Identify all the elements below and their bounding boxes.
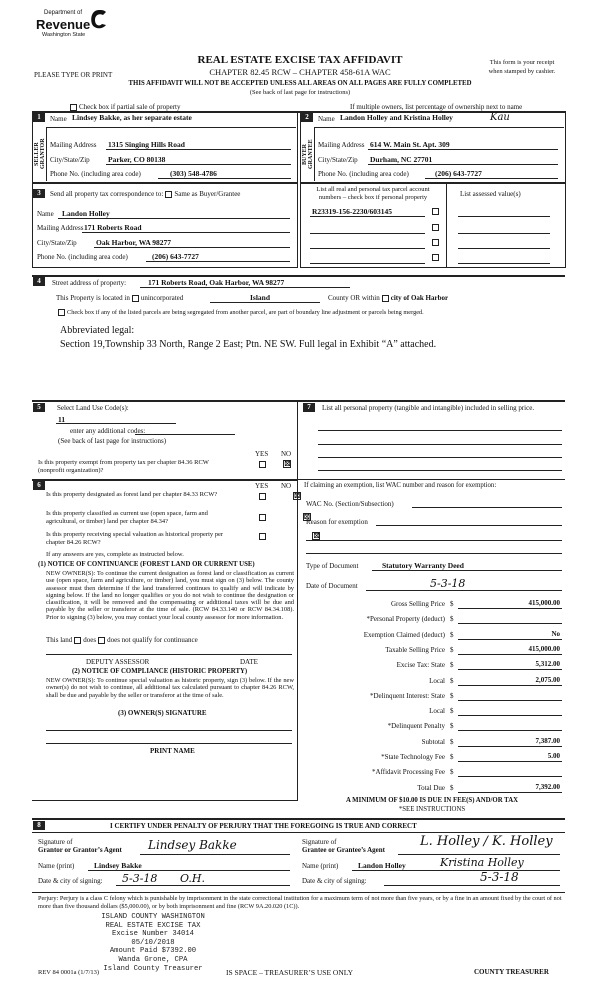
buyer-phone[interactable]: (206) 643-7727 <box>435 169 482 178</box>
grantee-print-name[interactable]: Landon Holley <box>358 861 406 870</box>
financial-row-label: Local <box>429 707 445 716</box>
buyer-city[interactable]: Durham, NC 27701 <box>370 155 433 164</box>
partial-sale-label: Check box if partial sale of property <box>79 103 181 111</box>
grantor-sig-label-1: Signature of <box>38 838 73 846</box>
exempt-question: Is this property exempt from property tax per chapter 84.36 RCW (nonprofit organization)? <box>38 459 209 474</box>
buyer-addr[interactable]: 614 W. Main St. Apt. 309 <box>370 140 450 149</box>
exemption-label: If claiming an exemption, list WAC number and reason for exemption: <box>304 482 497 489</box>
stamp-line-5: Amount Paid $7392.00 <box>109 947 197 956</box>
dor-logo <box>30 8 110 44</box>
corr-addr-label: Mailing Address <box>37 224 84 232</box>
form-revision: REV 84 0001a (1/7/13) <box>38 969 100 976</box>
seller-side-label: SELLER GRANTOR <box>34 138 46 170</box>
corr-name[interactable]: Landon Holley <box>62 209 110 218</box>
correspondence-label: Send all property tax correspondence to: <box>50 190 164 198</box>
treasurer-stamp <box>88 913 218 973</box>
owner-signature-label: (3) OWNER(S) SIGNATURE <box>118 709 207 717</box>
exempt-no-checkbox[interactable]: ⊠ <box>284 459 291 469</box>
notice2-title: (2) NOTICE OF COMPLIANCE (HISTORIC PROPERTY) <box>72 668 248 675</box>
financial-row-line <box>458 608 562 609</box>
financial-row-currency: $ <box>450 661 454 670</box>
buyer-name-label: Name <box>318 115 335 123</box>
seller-city[interactable]: Parker, CO 80138 <box>108 155 166 164</box>
forest-yes-checkbox[interactable] <box>259 493 266 500</box>
reason-label: Reason for exemption <box>306 518 368 526</box>
stamp-line-1: ISLAND COUNTY WASHINGTON <box>101 913 205 921</box>
this-land-label: This land <box>46 636 73 644</box>
financial-row-line <box>458 761 562 762</box>
owner-signature-line[interactable] <box>46 730 292 731</box>
financial-row-label: Local <box>429 676 445 685</box>
segregated-checkbox[interactable] <box>58 309 65 316</box>
current-use-yes-checkbox[interactable] <box>259 514 266 521</box>
see-back-instructions: (See back of last page for instructions) <box>249 89 351 96</box>
financial-row-line <box>458 639 562 640</box>
financial-row-value[interactable]: 7,392.00 <box>535 782 560 791</box>
financial-row-label: *Delinquent Interest: State <box>369 691 445 700</box>
buyer-city-label: City/State/Zip <box>318 156 358 164</box>
does-label: does <box>83 636 97 644</box>
grantee-print-label: Name (print) <box>302 862 339 870</box>
financial-row-value[interactable]: 2,075.00 <box>535 675 560 684</box>
grantee-sig-label-1: Signature of <box>302 838 337 846</box>
property-county[interactable]: Island <box>250 293 271 302</box>
please-type: PLEASE TYPE OR PRINT <box>34 71 113 79</box>
financial-row-label: *State Technology Fee <box>381 753 445 761</box>
section-8-number: 8 <box>33 821 45 830</box>
unincorporated-label: unincorporated <box>140 294 184 302</box>
correspondence-row <box>50 190 240 198</box>
financial-row-value[interactable]: No <box>551 629 560 638</box>
doc-type-label: Type of Document <box>306 562 359 570</box>
financial-row-currency: $ <box>450 737 454 746</box>
minimum-fee-note: A MINIMUM OF $10.00 IS DUE IN FEE(S) AND/OR TAX <box>345 797 519 804</box>
does-checkbox[interactable] <box>74 637 81 644</box>
seller-addr-label: Mailing Address <box>50 141 97 149</box>
stamp-line-3: Excise Number 34014 <box>112 930 194 939</box>
financial-row-currency: $ <box>450 768 454 777</box>
section-6-number: 6 <box>33 481 45 490</box>
city-label: city of Oak Harbor <box>390 294 449 302</box>
financial-row-line <box>458 776 562 777</box>
financial-row-line <box>458 746 562 747</box>
same-as-buyer-checkbox[interactable] <box>165 191 172 198</box>
certify-statement: I CERTIFY UNDER PENALTY OF PERJURY THAT THE FOREGOING IS TRUE AND CORRECT <box>110 822 417 830</box>
financial-row-line <box>458 685 562 686</box>
parcel-2-personal-checkbox[interactable] <box>432 224 439 231</box>
stamp-line-2: REAL ESTATE EXCISE TAX <box>105 921 201 930</box>
corr-phone-label: Phone No. (including area code) <box>37 253 128 261</box>
financial-row-label: Gross Selling Price <box>390 600 445 608</box>
county-or-row <box>328 294 448 302</box>
corr-city[interactable]: Oak Harbor, WA 98277 <box>96 238 172 247</box>
s5-yes-header: YES <box>255 450 269 458</box>
logo-state: Washington State <box>42 32 86 38</box>
grantee-signature: L. Holley / K. Holley <box>420 834 553 849</box>
stamp-line-7: Island County Treasurer <box>103 964 203 973</box>
abbrev-legal-label: Abbreviated legal: <box>60 325 135 336</box>
financial-row-currency: $ <box>450 600 454 608</box>
buyer-addr-label: Mailing Address <box>318 141 365 149</box>
section-5-number: 5 <box>33 403 45 412</box>
stamp-line-4: 05/10/2018 <box>131 938 175 947</box>
doc-date[interactable]: 5-3-18 <box>430 577 466 590</box>
receipt-note-1: This form is your receipt <box>489 59 555 66</box>
buyer-side-label: BUYER GRANTEE <box>302 139 314 169</box>
buyer-name[interactable]: Landon Holley and Kristina Holley <box>340 113 453 122</box>
financial-row-value[interactable]: 5.00 <box>547 752 560 760</box>
grantor-signature: Lindsey Bakke <box>148 838 237 852</box>
property-street[interactable]: 171 Roberts Road, Oak Harbor, WA 98277 <box>148 278 285 287</box>
abbrev-legal-text[interactable]: Section 19,Township 33 North, Range 2 East; Ptn. NE SW. Full legal in Exhibit “A” attached. <box>60 339 437 350</box>
grantor-print-name[interactable]: Lindsey Bakke <box>94 861 142 870</box>
grantor-print-label: Name (print) <box>38 862 75 870</box>
county-treasurer-label: COUNTY TREASURER <box>474 968 549 976</box>
s5-no-header: NO <box>281 450 292 458</box>
financial-row-line <box>458 623 562 624</box>
receipt-note-2: when stamped by cashier. <box>488 68 556 75</box>
seller-phone-label: Phone No. (including area code) <box>50 170 141 178</box>
additional-codes-label: enter any additional codes: <box>70 427 146 435</box>
grantee-sig-label-2: Grantee or Grantee’s Agent <box>302 846 386 854</box>
segregated-label: Check box if any of the listed parcels are being segregated from another parcel, are part of boundary line adjustment or parcels being merged. <box>67 309 424 316</box>
parcel-number-1[interactable]: R23319-156-2230/603145 <box>312 207 392 216</box>
land-use-code[interactable]: 11 <box>58 415 66 424</box>
see-instructions-note: *SEE INSTRUCTIONS <box>398 806 466 813</box>
financial-row-label: *Delinquent Penalty <box>387 722 445 731</box>
stamp-line-6: Wanda Grone, CPA <box>118 955 188 964</box>
if-yes-instruction: If any answers are yes, complete as instructed below. <box>46 551 184 558</box>
grantor-city: O.H. <box>180 872 205 885</box>
multiple-owners-note: If multiple owners, list percentage of ownership next to name <box>350 103 523 111</box>
seller-addr[interactable]: 1315 Singing Hills Road <box>108 140 185 149</box>
qualify-row <box>46 636 198 644</box>
wac-label: WAC No. (Section/Subsection) <box>306 500 394 508</box>
assessor-date-label: DATE <box>240 658 258 666</box>
unincorporated-checkbox[interactable] <box>132 295 139 302</box>
section-3-number: 3 <box>33 189 45 198</box>
financial-row-label: Excise Tax: State <box>396 661 445 670</box>
print-name-label: PRINT NAME <box>150 747 195 755</box>
section-4-number: 4 <box>33 277 45 286</box>
financial-row-line <box>458 700 562 701</box>
financial-row-value[interactable]: 415,000.00 <box>528 599 560 607</box>
does-not-label: does not qualify for continuance <box>107 636 198 644</box>
doc-type[interactable]: Statutory Warranty Deed <box>382 561 464 570</box>
financial-row-currency: $ <box>450 753 454 761</box>
s6-yes-header: YES <box>255 482 269 490</box>
logo-dept: Department of <box>44 10 83 16</box>
notice1-title: (1) NOTICE OF CONTINUANCE (FOREST LAND OR CURRENT USE) <box>38 561 255 568</box>
financial-row-value[interactable]: 7,387.00 <box>535 736 560 745</box>
financial-row-currency: $ <box>450 783 454 792</box>
s6-no-header: NO <box>281 482 292 490</box>
seller-name-label: Name <box>50 115 67 123</box>
historic-no-checkbox[interactable]: ⊠ <box>313 531 320 541</box>
partial-sale-checkbox[interactable] <box>70 104 77 111</box>
grantee-date-label: Date & city of signing: <box>302 877 367 885</box>
county-or-label: County OR within <box>328 294 380 302</box>
land-use-label: Select Land Use Code(s): <box>57 404 129 412</box>
forest-question: Is this property designated as forest land per chapter 84.33 RCW? <box>46 491 218 498</box>
notice2-body: NEW OWNER(S): To continue special valuation as historic property, sign (3) below. If the new owner(s) do not wish to continue, all additional tax calculated pursuant to chapter 84.26 RCW, shall be due and payable by the seller or transferor at the time of sale. <box>46 677 294 699</box>
historic-question: Is this property receiving special valuation as historical property per chapter 84.26 RCW? <box>46 531 224 546</box>
corr-city-label: City/State/Zip <box>37 239 77 247</box>
section-2-number: 2 <box>301 113 313 122</box>
financial-row-currency: $ <box>450 630 454 639</box>
grantor-signature-line[interactable] <box>140 854 290 855</box>
seller-name[interactable]: Lindsey Bakke, as her separate estate <box>72 113 192 122</box>
section-1-number: 1 <box>33 113 45 122</box>
forest-no-checkbox[interactable]: ⊠ <box>293 491 301 501</box>
financial-row-value[interactable]: 5,312.00 <box>535 660 560 669</box>
financial-row-label: *Personal Property (deduct) <box>366 615 445 624</box>
financial-row-currency: $ <box>450 707 454 716</box>
deputy-assessor-label: DEPUTY ASSESSOR <box>86 658 150 666</box>
financial-row-currency: $ <box>450 676 454 685</box>
assessed-header: List assessed value(s) <box>460 190 521 198</box>
parcel-4-personal-checkbox[interactable] <box>432 254 439 261</box>
perjury-notice: Perjury: Perjury is a class C felony which is punishable by imprisonment in the state correctional institution for a maximum term of not more than five years, or by a fine in an amount fixed by the court of not more than five thousand dollars ($5,000.00), or by both imprisonment and fine (RCW 9A.20.020 (1C)). <box>38 895 562 910</box>
financial-row-label: Taxable Selling Price <box>385 645 445 654</box>
does-not-checkbox[interactable] <box>98 637 105 644</box>
financial-row-currency: $ <box>450 615 454 624</box>
seller-city-label: City/State/Zip <box>50 156 90 164</box>
logo-swoosh-icon <box>88 8 110 32</box>
financial-row-currency: $ <box>450 645 454 654</box>
parcel-3-personal-checkbox[interactable] <box>432 239 439 246</box>
grantee-date[interactable]: 5-3-18 <box>480 870 519 884</box>
section-7-number: 7 <box>303 403 315 412</box>
seller-phone[interactable]: (303) 548-4786 <box>170 169 217 178</box>
financial-row-line <box>458 669 562 670</box>
financial-row-label: Exemption Claimed (deduct) <box>363 630 445 639</box>
financial-row-currency: $ <box>450 691 454 700</box>
current-use-question: Is this property classified as current use (open space, farm and agricultural, or timber) land per chapter 84.34? <box>46 510 208 525</box>
current-use-no-checkbox[interactable]: ⊠ <box>303 512 311 522</box>
financial-row-line <box>458 730 562 731</box>
city-checkbox[interactable] <box>382 295 389 302</box>
segregated-row <box>56 309 556 316</box>
historic-yes-checkbox[interactable] <box>259 533 266 540</box>
form-chapter: CHAPTER 82.45 RCW – CHAPTER 458-61A WAC <box>209 67 391 77</box>
grantor-date-label: Date & city of signing: <box>38 877 103 885</box>
grantee-second-signature: Kristina Holley <box>440 856 524 869</box>
financial-row-label: Subtotal <box>421 737 445 746</box>
logo-name: Revenue <box>36 17 91 32</box>
parcel-1-personal-checkbox[interactable] <box>432 208 439 215</box>
land-use-see-back: (See back of last page for instructions) <box>58 437 167 445</box>
corr-name-label: Name <box>37 210 54 218</box>
corr-phone[interactable]: (206) 643-7727 <box>152 252 199 261</box>
doc-date-label: Date of Document <box>306 582 358 590</box>
exempt-yes-checkbox[interactable] <box>259 461 266 468</box>
grantor-date[interactable]: 5-3-18 <box>122 872 158 885</box>
financial-row-value[interactable]: 415,000.00 <box>528 644 560 653</box>
financial-row-currency: $ <box>450 722 454 731</box>
street-label: Street address of property: <box>52 279 127 287</box>
financial-row-line <box>458 792 562 793</box>
corr-addr[interactable]: 171 Roberts Road <box>84 223 142 232</box>
buyer-percent-handwriting: Kau <box>490 112 510 123</box>
notice1-body: NEW OWNER(S): To continue the current designation as forest land or classification as current use (open space, farm and agriculture, or timber) land, you must sign on (3) below. The county assessor must then determine if the land transferred continues to qualify and will indicate by signing below. If the land no longer qualifies or you do not wish to continue the designation or classification, it will be removed and the compensating or additional taxes will be due and payable by the seller or transferor at the time of sale. (RCW 84.33.140 or RCW 84.34.108). Prior to signing (3) below, you may contact your local county assessor for more information. <box>46 570 294 621</box>
form-title: REAL ESTATE EXCISE TAX AFFIDAVIT <box>197 54 403 66</box>
same-as-buyer-label: Same as Buyer/Grantee <box>174 190 241 198</box>
buyer-phone-label: Phone No. (including area code) <box>318 170 409 178</box>
personal-property-label: List all personal property (tangible and intangible) included in selling price. <box>322 404 535 412</box>
financial-row-line <box>458 715 562 716</box>
treasurer-use-only: IS SPACE – TREASURER’S USE ONLY <box>226 968 353 977</box>
parcels-header-1: List all real and personal tax parcel account <box>316 186 430 193</box>
warning-text: THIS AFFIDAVIT WILL NOT BE ACCEPTED UNLESS ALL AREAS ON ALL PAGES ARE FULLY COMPLETED <box>128 80 472 87</box>
grantor-sig-label-2: Grantor or Grantor’s Agent <box>38 846 122 854</box>
financial-row-label: *Affidavit Processing Fee <box>372 768 445 777</box>
grantee-signature-line[interactable] <box>398 854 560 855</box>
financial-row-line <box>458 654 562 655</box>
partial-sale-row <box>68 103 180 111</box>
financial-row-label: Total Due <box>417 783 445 792</box>
parcels-header-2: numbers – check box if personal property <box>318 194 428 201</box>
located-label: This Property is located in <box>56 294 130 302</box>
